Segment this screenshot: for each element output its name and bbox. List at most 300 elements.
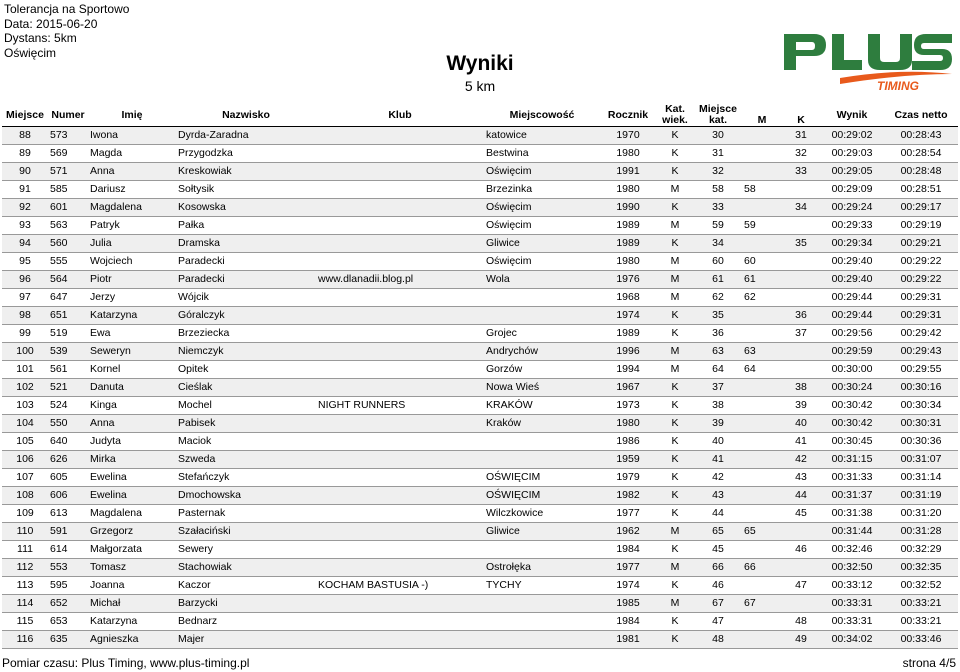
cell-club xyxy=(316,235,484,253)
cell-place-m xyxy=(742,433,782,451)
cell-first-name: Joanna xyxy=(88,577,176,595)
table-row xyxy=(2,289,958,307)
cell-net-time: 00:29:21 xyxy=(884,235,958,253)
cell-bib: 606 xyxy=(48,487,88,505)
cell-category-place: 40 xyxy=(694,433,742,451)
cell-result: 00:29:40 xyxy=(820,271,884,289)
cell-place-m xyxy=(742,487,782,505)
cell-place-k xyxy=(782,343,820,361)
cell-birth-year: 1980 xyxy=(600,253,656,271)
cell-last-name: Paradecki xyxy=(176,253,316,271)
cell-place-m: 64 xyxy=(742,361,782,379)
cell-net-time: 00:32:29 xyxy=(884,541,958,559)
cell-category-place: 62 xyxy=(694,289,742,307)
cell-birth-year: 1970 xyxy=(600,127,656,145)
cell-club xyxy=(316,253,484,271)
cell-city: Oświęcim xyxy=(484,199,600,217)
cell-place: 105 xyxy=(2,433,48,451)
cell-result: 00:29:44 xyxy=(820,307,884,325)
table-row xyxy=(2,397,958,415)
cell-place-k: 45 xyxy=(782,505,820,523)
cell-city: KRAKÓW xyxy=(484,397,600,415)
cell-city: Gliwice xyxy=(484,235,600,253)
cell-place: 110 xyxy=(2,523,48,541)
col-numer: Numer xyxy=(48,104,88,127)
cell-city: Gorzów xyxy=(484,361,600,379)
cell-bib: 605 xyxy=(48,469,88,487)
cell-club xyxy=(316,631,484,649)
cell-place-k xyxy=(782,559,820,577)
cell-place: 116 xyxy=(2,631,48,649)
cell-place-k xyxy=(782,289,820,307)
cell-city xyxy=(484,289,600,307)
cell-net-time: 00:29:42 xyxy=(884,325,958,343)
cell-category-place: 59 xyxy=(694,217,742,235)
cell-net-time: 00:28:48 xyxy=(884,163,958,181)
cell-place-m xyxy=(742,235,782,253)
cell-place-m xyxy=(742,631,782,649)
cell-place-k xyxy=(782,181,820,199)
cell-place-k xyxy=(782,217,820,235)
cell-place: 114 xyxy=(2,595,48,613)
cell-city: OŚWIĘCIM xyxy=(484,487,600,505)
cell-club xyxy=(316,541,484,559)
cell-first-name: Magda xyxy=(88,145,176,163)
cell-bib: 561 xyxy=(48,361,88,379)
cell-city: OŚWIĘCIM xyxy=(484,469,600,487)
cell-place-k: 34 xyxy=(782,199,820,217)
cell-place: 91 xyxy=(2,181,48,199)
cell-city: Wola xyxy=(484,271,600,289)
cell-category: M xyxy=(656,217,694,235)
table-row xyxy=(2,217,958,235)
cell-net-time: 00:29:17 xyxy=(884,199,958,217)
footer-timing-credit: Pomiar czasu: Plus Timing, www.plus-timing.pl xyxy=(2,656,250,670)
cell-bib: 569 xyxy=(48,145,88,163)
cell-category: K xyxy=(656,199,694,217)
cell-place: 101 xyxy=(2,361,48,379)
cell-club xyxy=(316,415,484,433)
cell-city: TYCHY xyxy=(484,577,600,595)
cell-bib: 560 xyxy=(48,235,88,253)
logo-plus-letters xyxy=(784,34,952,70)
cell-first-name: Judyta xyxy=(88,433,176,451)
cell-birth-year: 1980 xyxy=(600,181,656,199)
cell-place: 100 xyxy=(2,343,48,361)
cell-last-name: Stefańczyk xyxy=(176,469,316,487)
cell-bib: 635 xyxy=(48,631,88,649)
cell-place: 89 xyxy=(2,145,48,163)
col-miejsce-kat xyxy=(694,104,742,127)
cell-bib: 614 xyxy=(48,541,88,559)
cell-place: 112 xyxy=(2,559,48,577)
cell-category: M xyxy=(656,289,694,307)
cell-city: Oświęcim xyxy=(484,253,600,271)
cell-place-m xyxy=(742,307,782,325)
cell-net-time: 00:29:55 xyxy=(884,361,958,379)
cell-city: Nowa Wieś xyxy=(484,379,600,397)
cell-category: K xyxy=(656,415,694,433)
cell-last-name: Kreskowiak xyxy=(176,163,316,181)
cell-last-name: Majer xyxy=(176,631,316,649)
cell-category-place: 60 xyxy=(694,253,742,271)
cell-result: 00:31:15 xyxy=(820,451,884,469)
cell-club xyxy=(316,343,484,361)
cell-place-k xyxy=(782,523,820,541)
cell-club: www.dlanadii.blog.pl xyxy=(316,271,484,289)
col-miejsce: Miejsce xyxy=(2,104,48,127)
cell-place-k: 49 xyxy=(782,631,820,649)
cell-place-m xyxy=(742,163,782,181)
cell-first-name: Julia xyxy=(88,235,176,253)
cell-category-place: 48 xyxy=(694,631,742,649)
cell-place-k xyxy=(782,361,820,379)
cell-birth-year: 1959 xyxy=(600,451,656,469)
cell-birth-year: 1994 xyxy=(600,361,656,379)
cell-category: K xyxy=(656,577,694,595)
cell-birth-year: 1973 xyxy=(600,397,656,415)
cell-city: Wilczkowice xyxy=(484,505,600,523)
cell-club xyxy=(316,307,484,325)
cell-place-m: 58 xyxy=(742,181,782,199)
cell-first-name: Kornel xyxy=(88,361,176,379)
cell-result: 00:30:42 xyxy=(820,415,884,433)
cell-result: 00:30:45 xyxy=(820,433,884,451)
cell-result: 00:31:44 xyxy=(820,523,884,541)
cell-result: 00:29:03 xyxy=(820,145,884,163)
cell-first-name: Magdalena xyxy=(88,505,176,523)
table-row xyxy=(2,253,958,271)
cell-place-m: 59 xyxy=(742,217,782,235)
cell-first-name: Małgorzata xyxy=(88,541,176,559)
cell-club xyxy=(316,469,484,487)
cell-category: K xyxy=(656,469,694,487)
cell-place: 98 xyxy=(2,307,48,325)
cell-net-time: 00:29:19 xyxy=(884,217,958,235)
cell-net-time: 00:28:43 xyxy=(884,127,958,145)
cell-category-place: 58 xyxy=(694,181,742,199)
cell-first-name: Katarzyna xyxy=(88,307,176,325)
cell-place-m xyxy=(742,397,782,415)
cell-club xyxy=(316,217,484,235)
cell-club: KOCHAM BASTUSIA -) xyxy=(316,577,484,595)
col-miejsce-kat-top: Miejsce xyxy=(699,103,737,115)
cell-bib: 573 xyxy=(48,127,88,145)
table-row xyxy=(2,343,958,361)
cell-birth-year: 1968 xyxy=(600,289,656,307)
cell-category: M xyxy=(656,271,694,289)
cell-first-name: Piotr xyxy=(88,271,176,289)
cell-club xyxy=(316,433,484,451)
cell-result: 00:29:33 xyxy=(820,217,884,235)
cell-result: 00:33:12 xyxy=(820,577,884,595)
col-kat-top: Kat. xyxy=(665,103,685,115)
cell-result: 00:33:31 xyxy=(820,595,884,613)
cell-last-name: Barzycki xyxy=(176,595,316,613)
cell-category: K xyxy=(656,325,694,343)
cell-club xyxy=(316,361,484,379)
cell-bib: 563 xyxy=(48,217,88,235)
cell-club xyxy=(316,199,484,217)
cell-result: 00:34:02 xyxy=(820,631,884,649)
cell-net-time: 00:28:54 xyxy=(884,145,958,163)
cell-first-name: Patryk xyxy=(88,217,176,235)
table-row xyxy=(2,127,958,145)
cell-place-k xyxy=(782,595,820,613)
cell-category: M xyxy=(656,595,694,613)
cell-last-name: Bednarz xyxy=(176,613,316,631)
cell-club xyxy=(316,163,484,181)
table-row xyxy=(2,199,958,217)
cell-club xyxy=(316,505,484,523)
cell-result: 00:29:56 xyxy=(820,325,884,343)
cell-last-name: Brzeziecka xyxy=(176,325,316,343)
cell-city xyxy=(484,595,600,613)
cell-bib: 564 xyxy=(48,271,88,289)
col-kat-bottom: wiek. xyxy=(662,114,688,126)
cell-last-name: Stachowiak xyxy=(176,559,316,577)
cell-first-name: Ewelina xyxy=(88,469,176,487)
cell-last-name: Dramska xyxy=(176,235,316,253)
cell-category-place: 30 xyxy=(694,127,742,145)
cell-place-m: 63 xyxy=(742,343,782,361)
cell-birth-year: 1996 xyxy=(600,343,656,361)
cell-place: 94 xyxy=(2,235,48,253)
cell-city xyxy=(484,451,600,469)
cell-result: 00:29:02 xyxy=(820,127,884,145)
cell-net-time: 00:29:22 xyxy=(884,253,958,271)
cell-last-name: Wójcik xyxy=(176,289,316,307)
cell-category: M xyxy=(656,343,694,361)
cell-first-name: Jerzy xyxy=(88,289,176,307)
cell-place-k xyxy=(782,271,820,289)
cell-place-k: 40 xyxy=(782,415,820,433)
cell-bib: 524 xyxy=(48,397,88,415)
cell-place: 92 xyxy=(2,199,48,217)
plus-timing-logo xyxy=(780,30,956,92)
cell-city: Oświęcim xyxy=(484,163,600,181)
event-name: Tolerancja na Sportowo xyxy=(4,2,130,16)
cell-result: 00:33:31 xyxy=(820,613,884,631)
cell-place: 106 xyxy=(2,451,48,469)
cell-bib: 595 xyxy=(48,577,88,595)
cell-net-time: 00:29:22 xyxy=(884,271,958,289)
col-k-label: K xyxy=(797,114,805,126)
cell-birth-year: 1980 xyxy=(600,415,656,433)
cell-net-time: 00:29:31 xyxy=(884,307,958,325)
cell-place: 108 xyxy=(2,487,48,505)
cell-place: 115 xyxy=(2,613,48,631)
cell-first-name: Iwona xyxy=(88,127,176,145)
cell-first-name: Kinga xyxy=(88,397,176,415)
cell-place-m xyxy=(742,325,782,343)
cell-last-name: Mochel xyxy=(176,397,316,415)
cell-place-m: 66 xyxy=(742,559,782,577)
table-row xyxy=(2,631,958,649)
col-czas-netto: Czas netto xyxy=(884,104,958,127)
cell-category-place: 65 xyxy=(694,523,742,541)
cell-place-k: 41 xyxy=(782,433,820,451)
cell-category: K xyxy=(656,433,694,451)
cell-net-time: 00:30:31 xyxy=(884,415,958,433)
cell-place-k: 48 xyxy=(782,613,820,631)
cell-bib: 553 xyxy=(48,559,88,577)
cell-last-name: Dmochowska xyxy=(176,487,316,505)
cell-place-m xyxy=(742,379,782,397)
cell-city: Gliwice xyxy=(484,523,600,541)
cell-result: 00:30:00 xyxy=(820,361,884,379)
cell-bib: 653 xyxy=(48,613,88,631)
cell-net-time: 00:32:52 xyxy=(884,577,958,595)
cell-first-name: Magdalena xyxy=(88,199,176,217)
col-m-label: M xyxy=(757,114,767,126)
cell-first-name: Seweryn xyxy=(88,343,176,361)
cell-place-k: 43 xyxy=(782,469,820,487)
cell-birth-year: 1985 xyxy=(600,595,656,613)
cell-birth-year: 1977 xyxy=(600,505,656,523)
cell-category: K xyxy=(656,397,694,415)
cell-club xyxy=(316,523,484,541)
cell-city: Bestwina xyxy=(484,145,600,163)
event-location: Oświęcim xyxy=(4,45,57,60)
cell-category-place: 39 xyxy=(694,415,742,433)
cell-category-place: 32 xyxy=(694,163,742,181)
cell-category-place: 36 xyxy=(694,325,742,343)
col-imie: Imię xyxy=(88,104,176,127)
cell-category: M xyxy=(656,559,694,577)
cell-category: K xyxy=(656,235,694,253)
cell-birth-year: 1977 xyxy=(600,559,656,577)
cell-city: Ostrołęka xyxy=(484,559,600,577)
table-row xyxy=(2,145,958,163)
cell-city: Kraków xyxy=(484,415,600,433)
cell-place-k xyxy=(782,253,820,271)
cell-category-place: 31 xyxy=(694,145,742,163)
cell-result: 00:29:40 xyxy=(820,253,884,271)
cell-category-place: 35 xyxy=(694,307,742,325)
cell-result: 00:31:33 xyxy=(820,469,884,487)
cell-place: 104 xyxy=(2,415,48,433)
cell-place-m xyxy=(742,541,782,559)
cell-last-name: Cieślak xyxy=(176,379,316,397)
cell-place-m xyxy=(742,199,782,217)
table-row xyxy=(2,181,958,199)
results-body xyxy=(2,127,958,649)
cell-result: 00:32:50 xyxy=(820,559,884,577)
cell-place: 93 xyxy=(2,217,48,235)
cell-place: 102 xyxy=(2,379,48,397)
cell-result: 00:30:24 xyxy=(820,379,884,397)
cell-category: K xyxy=(656,307,694,325)
cell-city: Grojec xyxy=(484,325,600,343)
cell-bib: 613 xyxy=(48,505,88,523)
cell-birth-year: 1980 xyxy=(600,145,656,163)
cell-last-name: Sewery xyxy=(176,541,316,559)
cell-birth-year: 1979 xyxy=(600,469,656,487)
cell-category-place: 46 xyxy=(694,577,742,595)
cell-category-place: 64 xyxy=(694,361,742,379)
cell-bib: 652 xyxy=(48,595,88,613)
cell-first-name: Danuta xyxy=(88,379,176,397)
cell-net-time: 00:31:28 xyxy=(884,523,958,541)
cell-category: K xyxy=(656,631,694,649)
table-row xyxy=(2,523,958,541)
table-row xyxy=(2,433,958,451)
cell-last-name: Szałaciński xyxy=(176,523,316,541)
cell-city: katowice xyxy=(484,127,600,145)
cell-net-time: 00:33:46 xyxy=(884,631,958,649)
cell-bib: 626 xyxy=(48,451,88,469)
cell-bib: 640 xyxy=(48,433,88,451)
table-row xyxy=(2,361,958,379)
cell-category: K xyxy=(656,451,694,469)
cell-last-name: Niemczyk xyxy=(176,343,316,361)
cell-place-k: 33 xyxy=(782,163,820,181)
cell-category-place: 63 xyxy=(694,343,742,361)
cell-first-name: Wojciech xyxy=(88,253,176,271)
cell-bib: 550 xyxy=(48,415,88,433)
cell-net-time: 00:29:43 xyxy=(884,343,958,361)
cell-place: 103 xyxy=(2,397,48,415)
page-subtitle: 5 km xyxy=(464,78,496,94)
cell-last-name: Szweda xyxy=(176,451,316,469)
cell-birth-year: 1989 xyxy=(600,325,656,343)
cell-birth-year: 1984 xyxy=(600,613,656,631)
cell-category: K xyxy=(656,487,694,505)
cell-first-name: Dariusz xyxy=(88,181,176,199)
cell-bib: 521 xyxy=(48,379,88,397)
footer-page-number: strona 4/5 xyxy=(902,656,956,670)
cell-result: 00:31:38 xyxy=(820,505,884,523)
cell-birth-year: 1967 xyxy=(600,379,656,397)
cell-city: Brzezinka xyxy=(484,181,600,199)
cell-birth-year: 1990 xyxy=(600,199,656,217)
cell-city xyxy=(484,613,600,631)
cell-place: 96 xyxy=(2,271,48,289)
cell-bib: 539 xyxy=(48,343,88,361)
cell-category-place: 45 xyxy=(694,541,742,559)
cell-city xyxy=(484,307,600,325)
cell-place-m xyxy=(742,469,782,487)
cell-category: K xyxy=(656,541,694,559)
cell-category-place: 34 xyxy=(694,235,742,253)
col-miejscowosc: Miejscowość xyxy=(484,104,600,127)
cell-last-name: Pałka xyxy=(176,217,316,235)
event-distance: Dystans: 5km xyxy=(4,31,77,45)
cell-category: M xyxy=(656,181,694,199)
cell-place-m: 67 xyxy=(742,595,782,613)
cell-net-time: 00:30:36 xyxy=(884,433,958,451)
cell-category: M xyxy=(656,523,694,541)
cell-club xyxy=(316,325,484,343)
cell-net-time: 00:30:34 xyxy=(884,397,958,415)
cell-category: K xyxy=(656,163,694,181)
cell-place: 113 xyxy=(2,577,48,595)
col-nazwisko: Nazwisko xyxy=(176,104,316,127)
cell-birth-year: 1962 xyxy=(600,523,656,541)
cell-net-time: 00:31:07 xyxy=(884,451,958,469)
cell-bib: 519 xyxy=(48,325,88,343)
event-date: Data: 2015-06-20 xyxy=(4,16,98,31)
cell-place: 90 xyxy=(2,163,48,181)
cell-first-name: Tomasz xyxy=(88,559,176,577)
cell-club xyxy=(316,613,484,631)
cell-category: K xyxy=(656,613,694,631)
cell-result: 00:29:09 xyxy=(820,181,884,199)
cell-category-place: 66 xyxy=(694,559,742,577)
table-row xyxy=(2,487,958,505)
cell-first-name: Ewa xyxy=(88,325,176,343)
